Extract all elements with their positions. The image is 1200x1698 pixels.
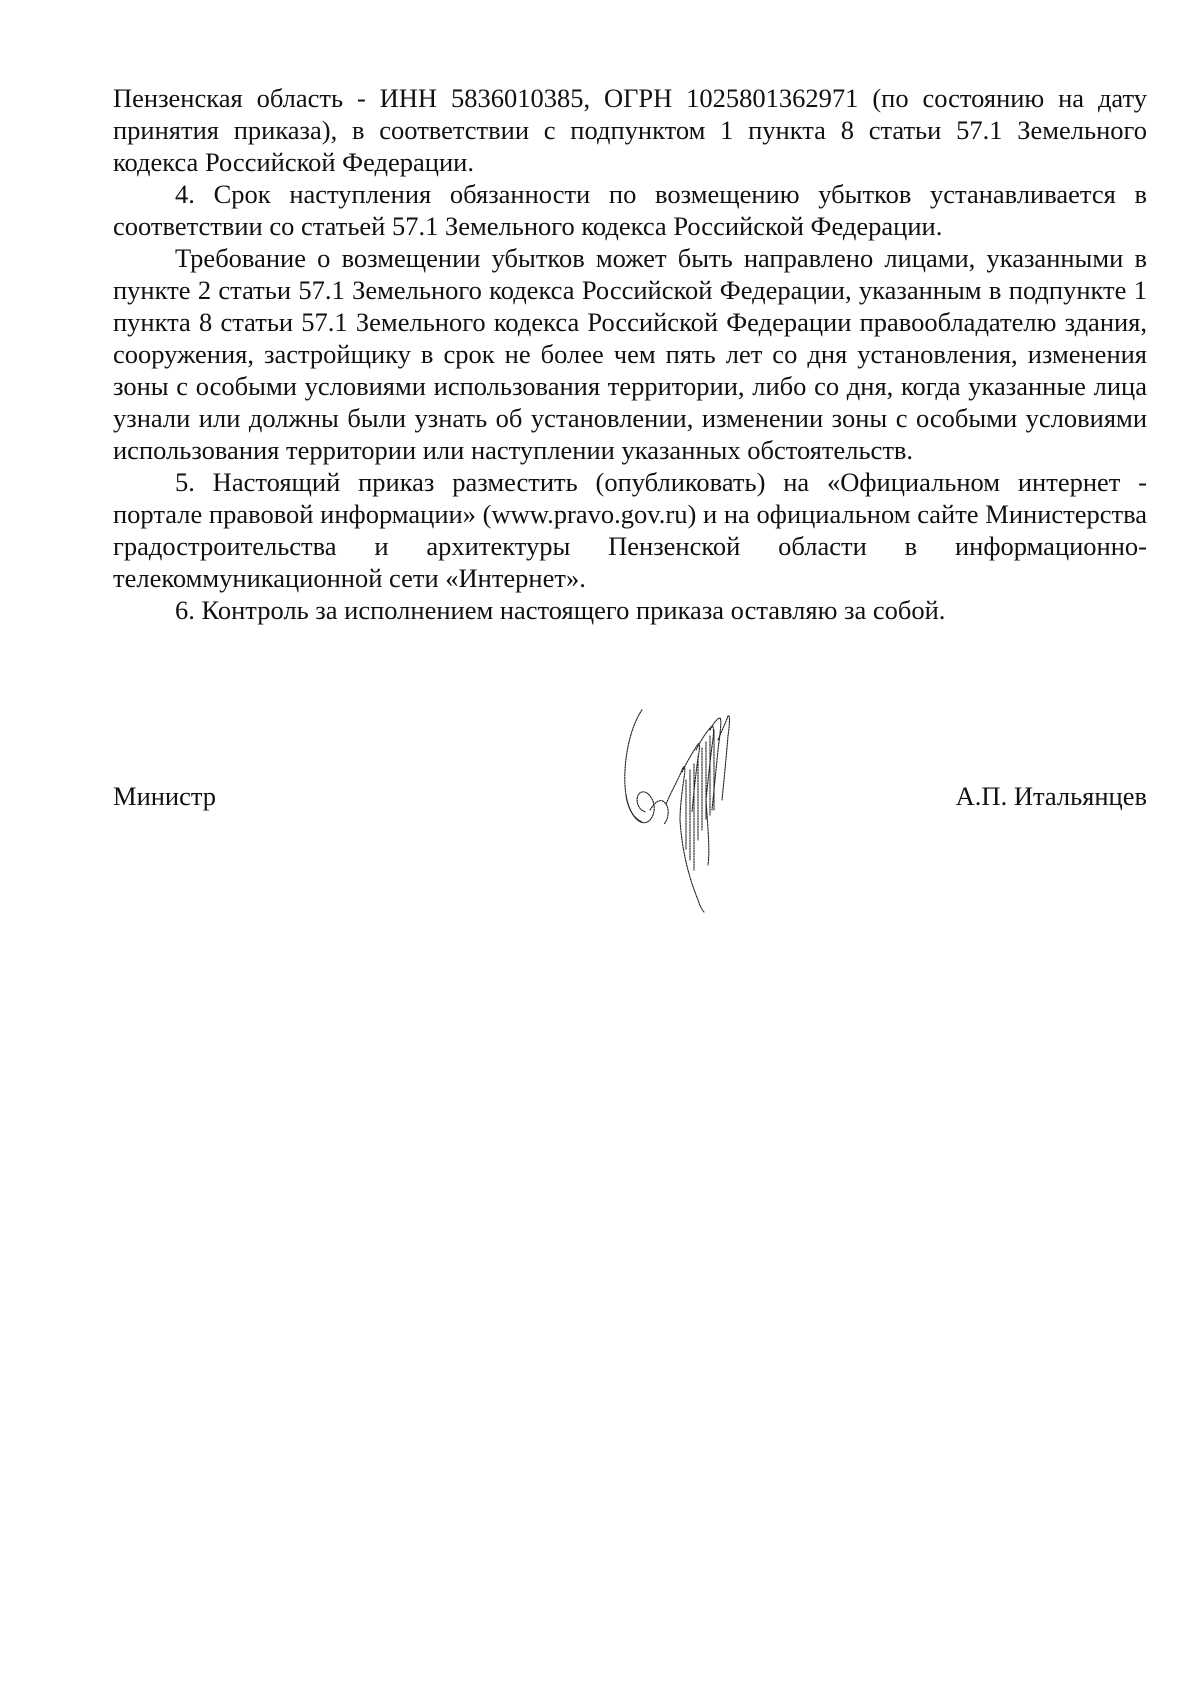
- document-body: [113, 82, 1147, 626]
- paragraph-item-5: 5. Настоящий приказ разместить (опубликовать) на «Официальном интернет - портале правовой информации» (www.pravo.gov.ru) и на официальном сайте Министерства градостроительства и архитектуры Пензенской области в информационно-телекоммуникационной сети «Интернет».: [113, 467, 1147, 593]
- paragraph-item-4: 4. Срок наступления обязанности по возмещению убытков устанавливается в соответствии со статьей 57.1 Земельного кодекса Российской Федерации.: [113, 179, 1147, 241]
- handwritten-signature: [620, 700, 790, 915]
- paragraph-item-6: 6. Контроль за исполнением настоящего приказа оставляю за собой.: [175, 595, 946, 625]
- paragraph-continuation: Пензенская область - ИНН 5836010385, ОГРН 1025801362971 (по состоянию на дату принятия приказа), в соответствии с подпунктом 1 пункта 8 статьи 57.1 Земельного кодекса Российской Федерации.: [113, 83, 1147, 177]
- paragraph-claim-requirement: Требование о возмещении убытков может быть направлено лицами, указанными в пункте 2 статьи 57.1 Земельного кодекса Российской Федерации, указанным в подпункте 1 пункта 8 статьи 57.1 Земельного кодекса Российской Федерации правообладателю здания, сооружения, застройщику в срок не более чем пять лет со дня установления, изменения зоны с особыми условиями использования территории, либо со дня, когда указанные лица узнали или должны были узнать об установлении, изменении зоны с особыми условиями использования территории или наступлении указанных обстоятельств.: [113, 243, 1147, 465]
- signatory-role: Министр: [113, 781, 217, 811]
- signatory-name: А.П. Итальянцев: [955, 781, 1147, 811]
